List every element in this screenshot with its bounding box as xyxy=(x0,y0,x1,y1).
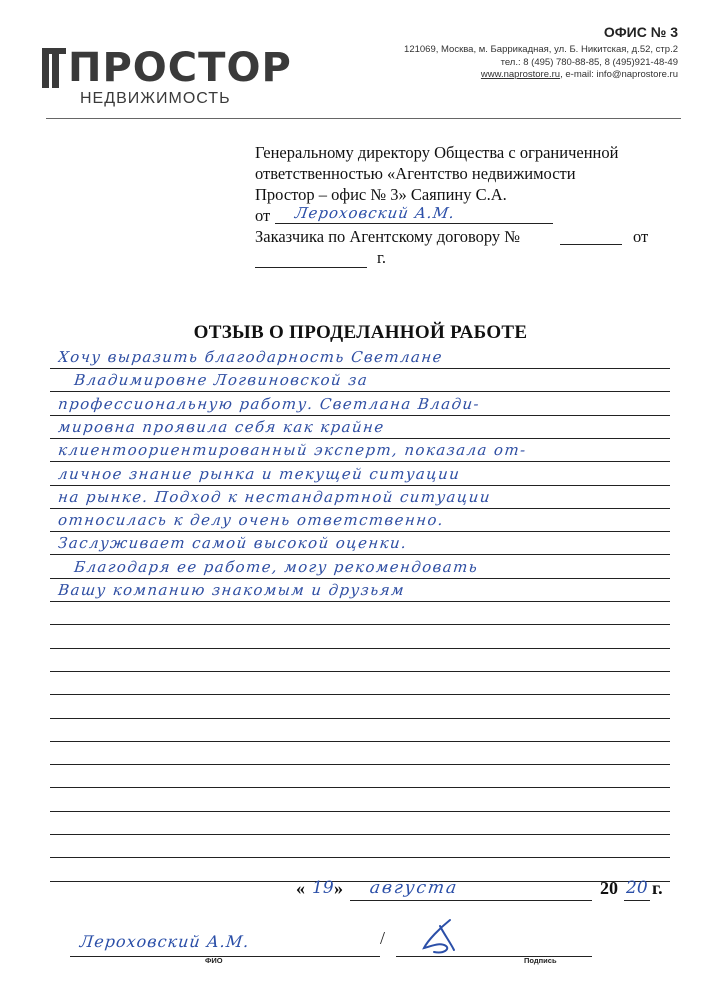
addressee-line: Простор – офис № 3» Саяпину С.А. xyxy=(255,185,507,204)
contract-date-row xyxy=(255,247,675,268)
ruled-line xyxy=(50,718,670,719)
logo-subtitle: НЕДВИЖИМОСТЬ xyxy=(80,90,231,107)
logo-wordmark: ПРОСТОР xyxy=(68,45,292,91)
date-year-prefix: 20 xyxy=(600,878,618,898)
from-name-handwritten: Лероховский А.М. xyxy=(293,204,457,222)
office-web-email xyxy=(348,69,678,82)
review-handwritten-line: Благодаря ее работе, могу рекомендовать xyxy=(73,557,480,576)
ruled-line xyxy=(50,834,670,835)
contract-number-field[interactable] xyxy=(560,228,622,245)
addressee-line: ответственностью «Агентство недвижимости xyxy=(255,164,576,183)
contract-date-field[interactable] xyxy=(255,251,367,268)
date-year-mark: г. xyxy=(652,878,663,898)
office-phones: тел.: 8 (495) 780-88-85, 8 (495)921-48-49 xyxy=(500,56,678,68)
date-close-quote: » xyxy=(334,878,343,898)
review-handwritten-line: на рынке. Подход к нестандартной ситуации xyxy=(57,487,492,506)
contract-from-label: от xyxy=(633,227,649,246)
office-contacts xyxy=(348,44,678,82)
date-open-quote: « xyxy=(296,878,305,898)
office-address: 121069, Москва, м. Баррикадная, ул. Б. Никитская, д.52, стр.2 xyxy=(404,44,678,55)
logo-mark-icon xyxy=(40,48,68,88)
contract-label: Заказчика по Агентскому договору № xyxy=(255,227,521,246)
ruled-line xyxy=(50,857,670,858)
from-label: от xyxy=(255,206,271,225)
review-handwritten-line: Владимировне Логвиновской за xyxy=(73,371,370,390)
header-divider xyxy=(46,118,681,119)
ruled-line xyxy=(50,648,670,649)
signature-field[interactable] xyxy=(396,930,592,957)
review-handwritten-line: личное знание рынка и текущей ситуации xyxy=(57,464,462,483)
ruled-line xyxy=(50,787,670,788)
from-row xyxy=(255,205,675,226)
year-suffix: г. xyxy=(377,248,387,267)
ruled-line xyxy=(50,741,670,742)
addressee-block xyxy=(255,142,675,268)
date-month-handwritten: августа xyxy=(368,878,460,898)
review-handwritten-line: относилась к делу очень ответственно. xyxy=(57,511,446,530)
ruled-line xyxy=(50,764,670,765)
review-handwritten-line: мировна проявила себя как крайне xyxy=(57,417,386,436)
email-link[interactable]: info@naprostore.ru xyxy=(596,69,678,80)
ruled-line xyxy=(50,811,670,812)
signature-caption: Подпись xyxy=(524,956,557,965)
fio-field[interactable] xyxy=(70,930,380,957)
review-handwritten-line: Заслуживает самой высокой оценки. xyxy=(57,534,409,553)
ruled-line xyxy=(50,694,670,695)
company-logo xyxy=(40,42,292,112)
contract-row xyxy=(255,226,675,247)
page-title: ОТЗЫВ О ПРОДЕЛАННОЙ РАБОТЕ xyxy=(193,322,528,343)
date-year-handwritten: 20 xyxy=(626,878,648,898)
handwritten-signature-icon xyxy=(410,916,480,956)
office-number: ОФИС № 3 xyxy=(603,24,678,40)
ruled-line xyxy=(50,671,670,672)
signature-slash: / xyxy=(380,928,386,948)
review-handwritten-line: Вашу компанию знакомым и друзьям xyxy=(57,581,406,599)
review-handwritten-line: клиентоориентированный эксперт, показала от- xyxy=(57,441,528,460)
ruled-line xyxy=(50,624,670,625)
date-day-handwritten: 19 xyxy=(312,878,334,898)
review-handwritten-line: профессиональную работу. Светлана Влади- xyxy=(57,394,481,413)
fio-caption: ФИО xyxy=(205,956,223,965)
review-handwritten-line: Хочу выразить благодарность Светлане xyxy=(57,348,444,366)
website-link[interactable]: www.naprostore.ru xyxy=(480,69,561,80)
fio-handwritten: Лероховский А.М. xyxy=(79,932,251,951)
email-separator: , e-mail: xyxy=(560,69,597,80)
date-row xyxy=(296,878,676,908)
addressee-line: Генеральному директору Общества с ограниченной xyxy=(255,143,619,162)
